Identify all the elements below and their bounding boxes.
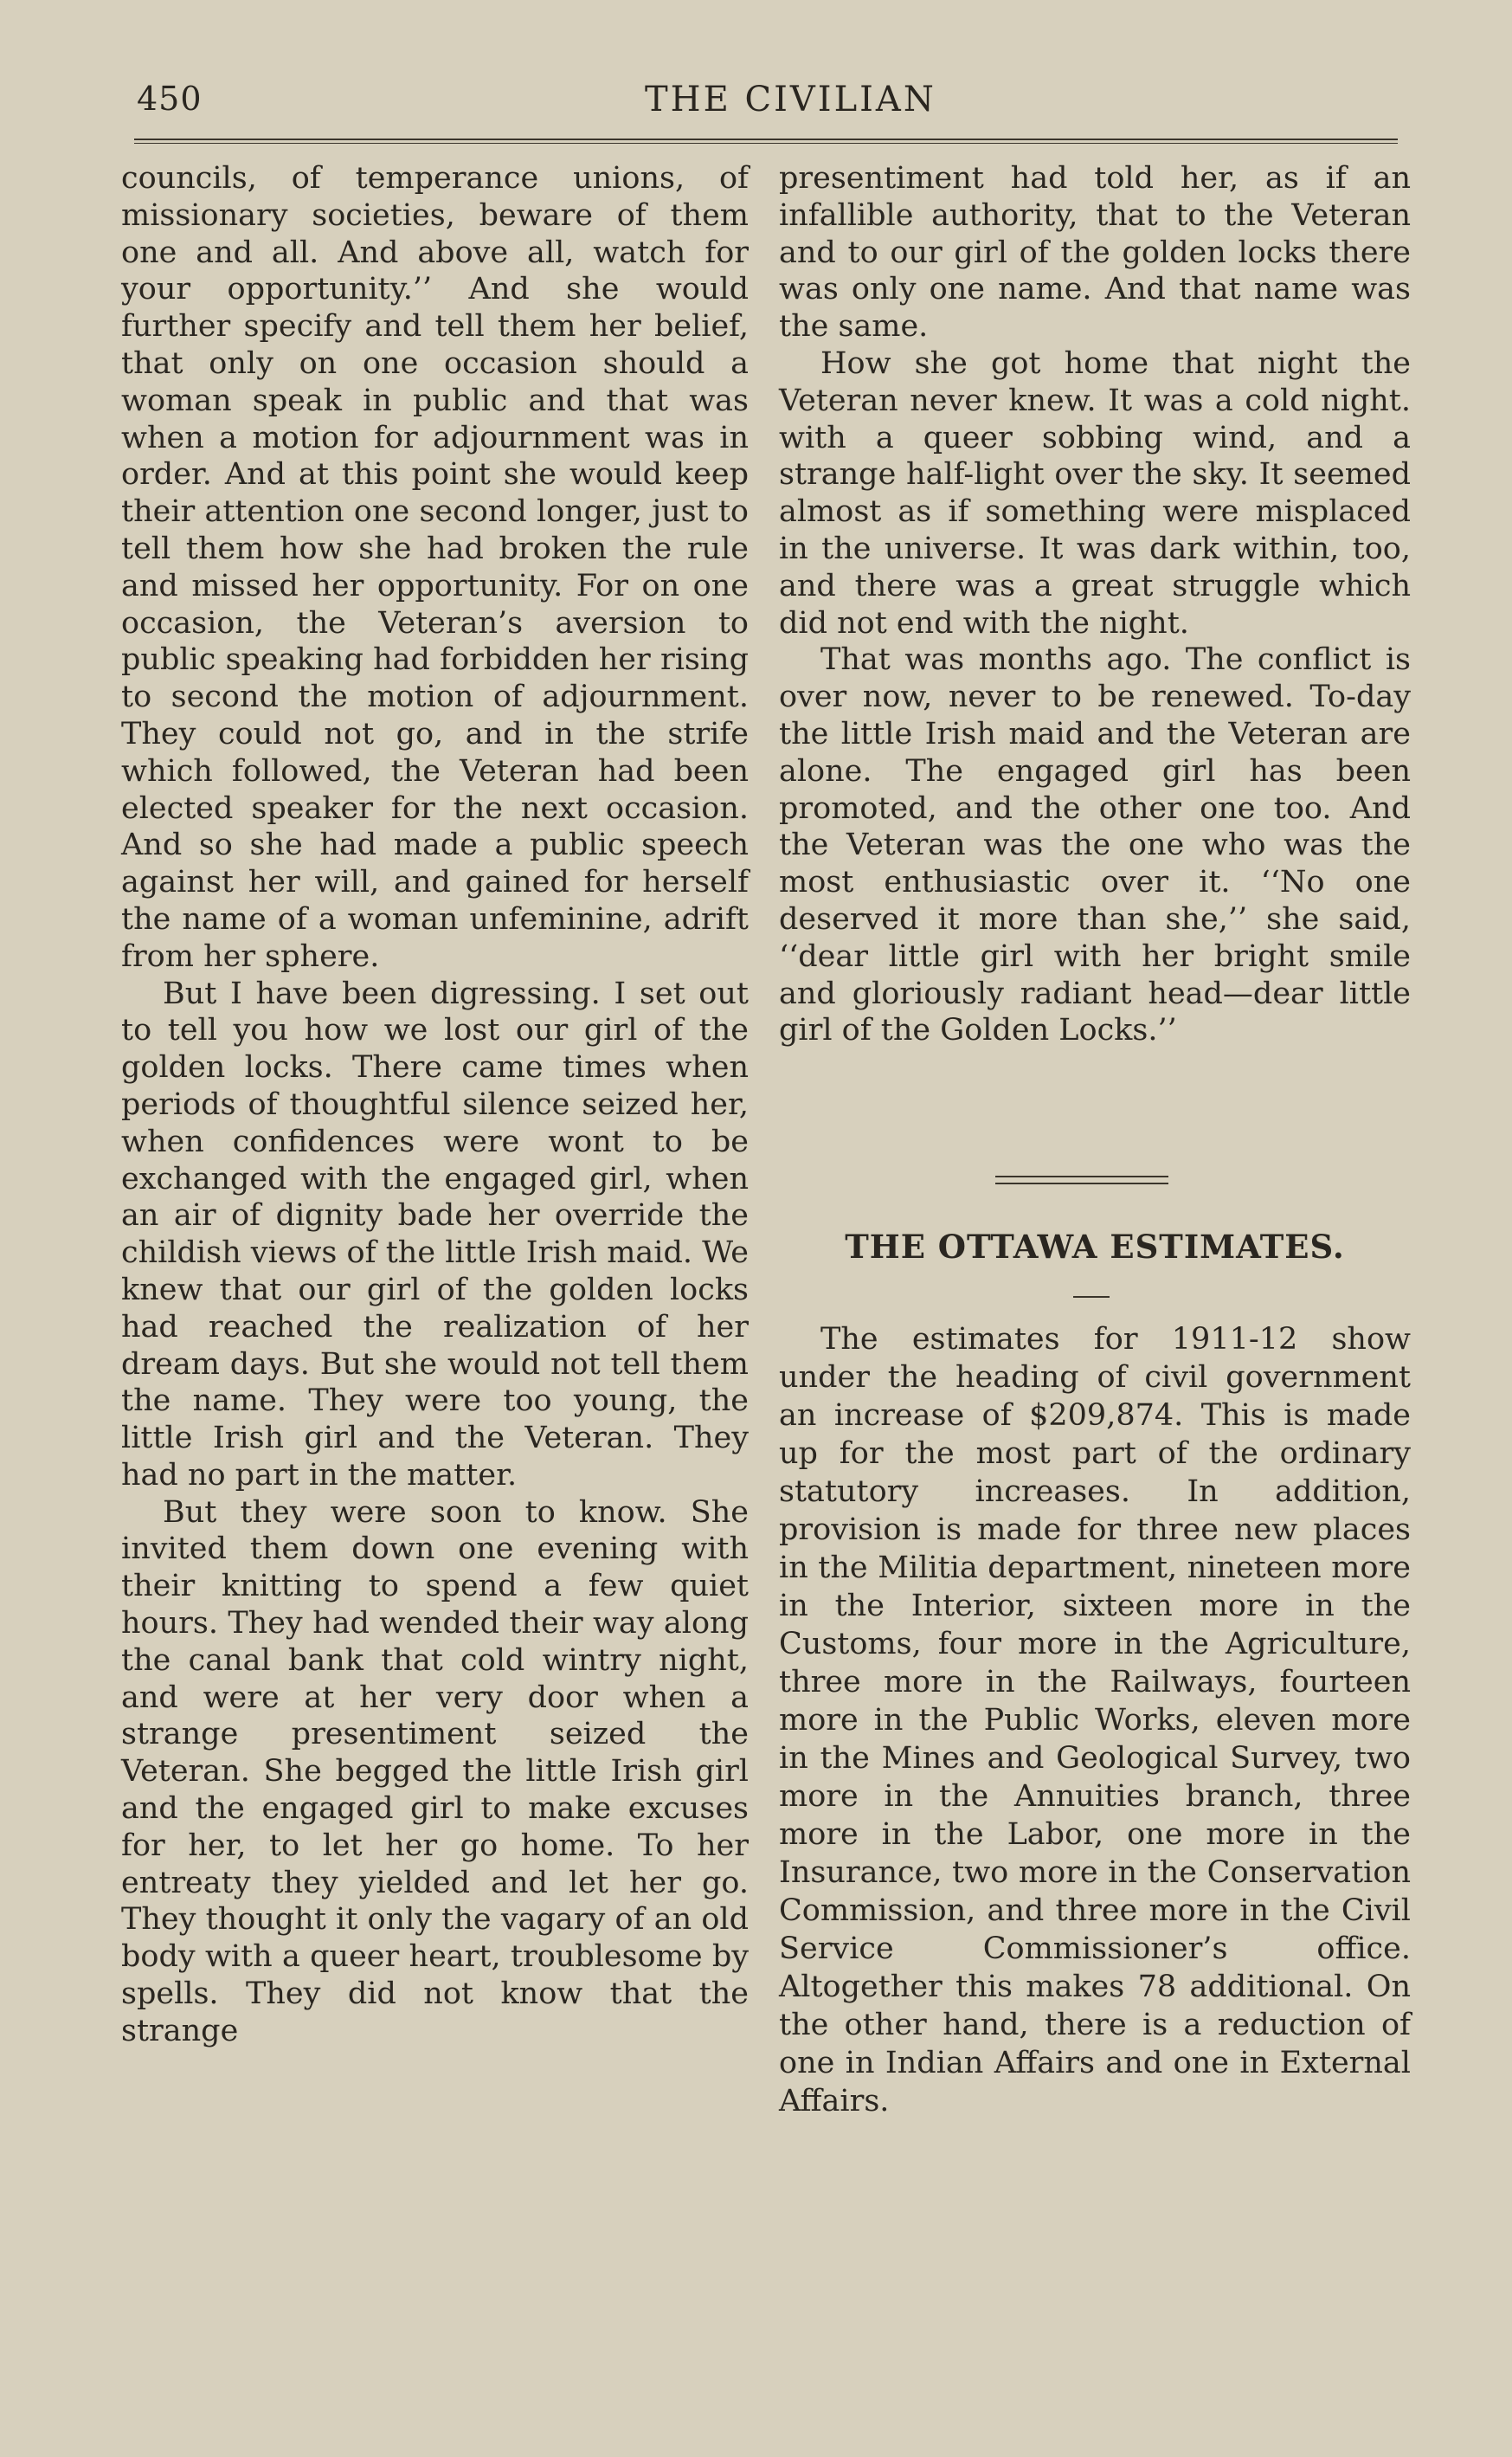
story-paragraph: But I have been digressing. I set out to tell you how we lost our girl of the golden locks. There came times when periods of thoughtful silence seized her, when confidences were wont to be exchanged with the engaged girl, when an air of dignity bade her override the childish views of the little Irish maid. We knew that our girl of the golden locks had reached the realization of her dream days. But she would not tell them the name. They were too young, the little Irish girl and the Veteran. They had no part in the matter. <box>121 976 749 1493</box>
page-number: 450 <box>137 80 203 118</box>
section-title: THE OTTAWA ESTIMATES. <box>845 1228 1345 1266</box>
estimates-article <box>779 1320 1411 2120</box>
story-paragraph: But they were soon to know. She invited them down one evening with their knitting to spend a few quiet hours. They had wended their way along the canal bank that cold wintry night, and were at her very door when a strange presentiment seized the Veteran. She begged the little Irish girl and the engaged girl to make excuses for her, to let her go home. To her entreaty they yielded and let her go. They thought it only the vagary of an old body with a queer heart, troublesome by spells. They did not know that the strange <box>121 1494 749 2048</box>
estimates-paragraph: The estimates for 1911-12 show under the heading of civil government an increase of $209,874. This is made up for the most part of the ordinary statutory increases. In addition, provision is made for three new places in the Militia department, nineteen more in the Interior, sixteen more in the Customs, four more in the Agriculture, three more in the Railways, fourteen more in the Public Works, eleven more in the Mines and Geological Survey, two more in the Annuities branch, three more in the Labor, one more in the Insurance, two more in the Conservation Commission, and three more in the Civil Service Commissioner’s office. Altogether this makes 78 additional. On the other hand, there is a reduction of one in Indian Affairs and one in External Affairs. <box>779 1322 1411 2118</box>
page-header <box>130 80 1393 123</box>
story-paragraph: presentiment had told her, as if an infallible authority, that to the Veteran and to our girl of the golden locks there was only one name. And that name was the same. <box>779 161 1411 345</box>
section-divider <box>995 1176 1168 1184</box>
title-dash <box>1073 1296 1110 1298</box>
story-paragraph: councils, of temperance unions, of missionary societies, beware of them one and all. And above all, watch for your opportunity.’’ And she would further specify and tell them her belief, that only on one occasion should a woman speak in public and that was when a motion for adjournment was in order. And at this point she would keep their attention one second longer, just to tell them how she had broken the rule and missed her opportunity. For on one occasion, the Veteran’s aversion to public speaking had forbidden her rising to second the motion of adjournment. They could not go, and in the strife which followed, the Veteran had been elected speaker for the next occasion. And so she had made a public speech against her will, and gained for herself the name of a woman unfeminine, adrift from her sphere. <box>121 161 749 974</box>
story-paragraph: That was months ago. The conflict is over now, never to be renewed. To-day the little Irish maid and the Veteran are alone. The engaged girl has been promoted, and the other one too. And the Veteran was the one who was the most enthusiastic over it. ‘‘No one deserved it more than she,’’ she said, ‘‘dear little girl with her bright smile and gloriously radiant head—dear little girl of the Golden Locks.’’ <box>779 642 1411 1048</box>
story-paragraph: How she got home that night the Veteran never knew. It was a cold night. with a queer sobbing wind, and a strange half-light over the sky. It seemed almost as if something were misplaced in the universe. It was dark within, too, and there was a great struggle which did not end with the night. <box>779 345 1411 641</box>
right-column-story <box>779 160 1411 1049</box>
left-column <box>121 160 749 2050</box>
header-rule <box>134 139 1398 144</box>
journal-title: THE CIVILIAN <box>645 80 936 119</box>
